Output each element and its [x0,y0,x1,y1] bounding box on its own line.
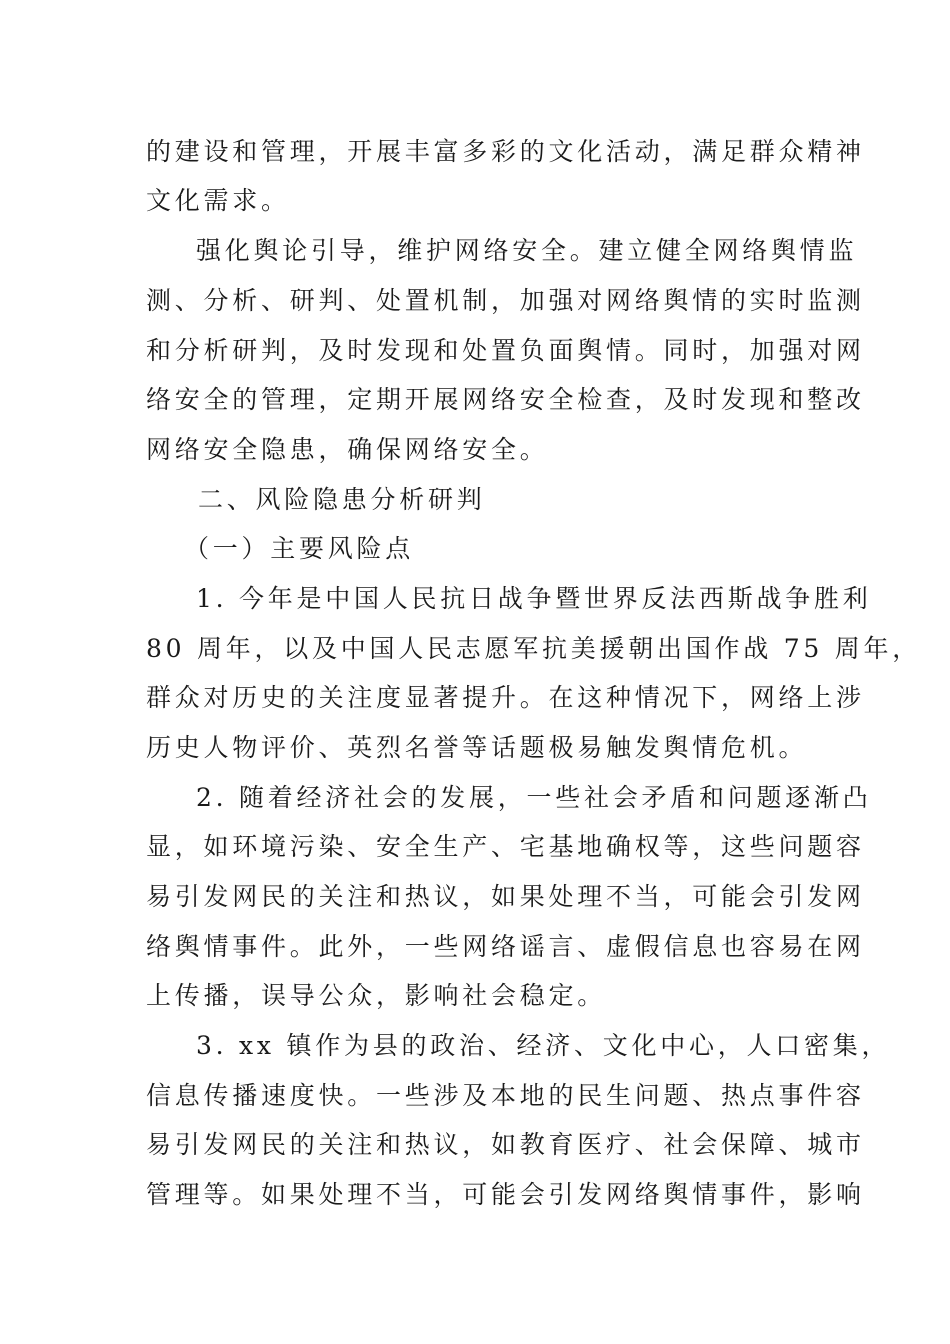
paragraph-line: 3. xx 镇作为县的政治、经济、文化中心，人口密集， [196,1031,891,1060]
paragraph-line: 和分析研判，及时发现和处置负面舆情。同时，加强对网 [146,336,865,365]
paragraph-line: 1. 今年是中国人民抗日战争暨世界反法西斯战争胜利 [196,584,872,613]
paragraph-line: 群众对历史的关注度显著提升。在这种情况下，网络上涉 [146,683,865,712]
paragraph-line: 显，如环境污染、安全生产、宅基地确权等，这些问题容 [146,832,865,861]
section-heading: 二、风险隐患分析研判 [198,485,486,514]
paragraph-line: 2. 随着经济社会的发展，一些社会矛盾和问题逐渐凸 [196,783,872,812]
paragraph-line: 络舆情事件。此外，一些网络谣言、虚假信息也容易在网 [146,932,865,961]
paragraph-line: 的建设和管理，开展丰富多彩的文化活动，满足群众精神 [146,137,865,166]
paragraph-line: 管理等。如果处理不当，可能会引发网络舆情事件，影响 [146,1180,865,1209]
paragraph-line: 网络安全隐患，确保网络安全。 [146,435,549,464]
paragraph-line: 文化需求。 [146,186,290,215]
paragraph-line: 上传播，误导公众，影响社会稳定。 [146,981,607,1010]
subsection-heading: （一）主要风险点 [184,534,415,563]
paragraph-line: 易引发网民的关注和热议，如果处理不当，可能会引发网 [146,882,865,911]
paragraph-line: 测、分析、研判、处置机制，加强对网络舆情的实时监测 [146,286,865,315]
paragraph-line: 信息传播速度快。一些涉及本地的民生问题、热点事件容 [146,1081,865,1110]
paragraph-line: 易引发网民的关注和热议，如教育医疗、社会保障、城市 [146,1130,865,1159]
paragraph-line: 历史人物评价、英烈名誉等话题极易触发舆情危机。 [146,733,808,762]
paragraph-line: 强化舆论引导，维护网络安全。建立健全网络舆情监 [196,236,858,265]
paragraph-line: 络安全的管理，定期开展网络安全检查，及时发现和整改 [146,385,865,414]
paragraph-line: 80 周年，以及中国人民志愿军抗美援朝出国作战 75 周年， [146,634,921,663]
